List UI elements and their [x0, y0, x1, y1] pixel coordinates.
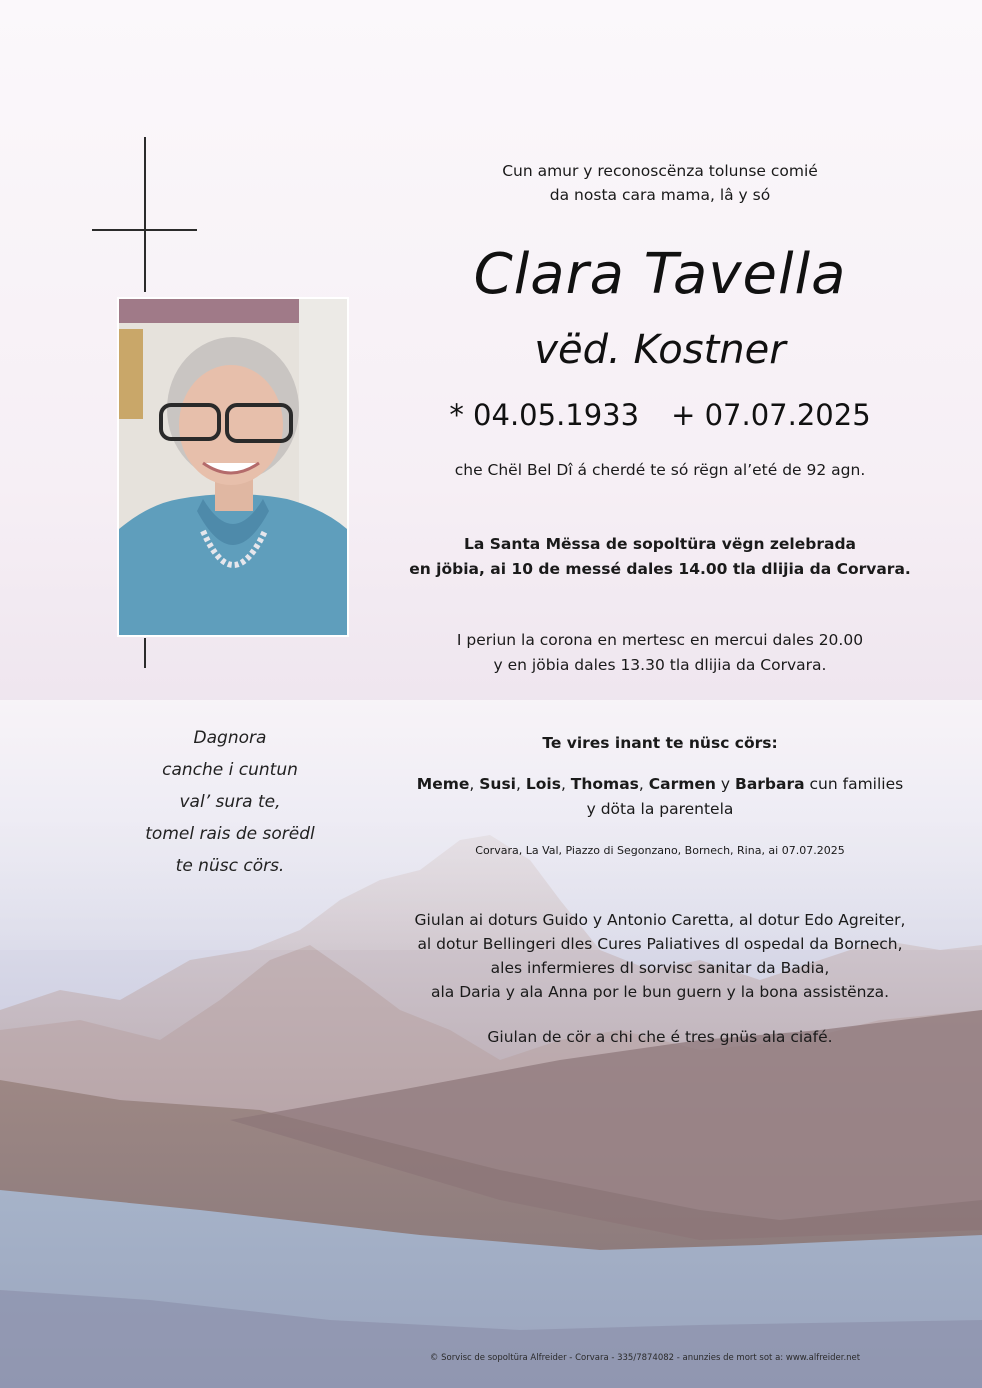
memorial-poem: [120, 722, 340, 882]
family-member: Meme: [416, 775, 470, 793]
birth-date: * 04.05.1933: [449, 398, 640, 432]
poem-line: canche i cuntun: [162, 760, 298, 780]
rosary-info: [380, 628, 940, 678]
mass-line-1: La Santa Mëssa de sopoltüra vëgn zelebrada: [463, 535, 857, 553]
family-rest: cun families: [809, 775, 904, 793]
family-conjunction: y: [720, 775, 731, 793]
final-thanks: Giulan de cör a chi che é tres gnüs ala ciafé.: [487, 1028, 833, 1046]
mass-line-2: en jöbia, ai 10 de messé dales 14.00 tla dlijia da Corvara.: [409, 560, 911, 578]
family-list: [380, 772, 940, 822]
family-member: Thomas: [570, 775, 639, 793]
family-member: Barbara: [735, 775, 805, 793]
family-member: Susi: [479, 775, 516, 793]
intro-text: [380, 159, 940, 207]
portrait-photo: [117, 297, 349, 637]
age-line: che Chël Bel Dî á cherdé te só rëgn al’eté de 92 agn.: [454, 461, 866, 479]
family-line-1: Meme, Susi, Lois, Thomas, Carmen y Barbara cun families: [416, 775, 904, 793]
intro-line-1: Cun amur y reconoscënza tolunse comié: [502, 162, 818, 180]
intro-line-2: da nosta cara mama, lâ y só: [549, 186, 771, 204]
poem-line: val’ sura te,: [179, 792, 281, 812]
family-member: Carmen: [648, 775, 716, 793]
poem-line: te nüsc cörs.: [175, 856, 285, 876]
wake-line-2: y en jöbia dales 13.30 tla dlijia da Corvara.: [493, 656, 827, 674]
thanks-line: ales infermieres dl sorvisc sanitar da Badia,: [490, 959, 830, 977]
life-dates: [380, 393, 940, 437]
cross-vertical-line: [144, 137, 146, 292]
death-date: + 07.07.2025: [671, 398, 871, 432]
missed-by-heading: Te vires inant te nüsc cörs:: [542, 734, 778, 752]
cross-horizontal-line: [92, 229, 197, 231]
thanks-line: al dotur Bellingeri dles Cures Paliatives dl ospedal da Bornech,: [417, 935, 903, 953]
footer-copyright: © Sorvisc de sopoltüra Alfreider - Corvara - 335/7874082 - anunzies de mort sot a: www.alfreider.net: [429, 1353, 861, 1363]
poem-line: Dagnora: [193, 728, 267, 748]
family-member: Lois: [525, 775, 561, 793]
thanks-line: Giulan ai doturs Guido y Antonio Caretta, al dotur Edo Agreiter,: [414, 911, 906, 929]
poem-line: tomel rais de sorëdl: [145, 824, 315, 844]
widow-name: vëd. Kostner: [534, 327, 786, 373]
cross-lower-line: [144, 638, 146, 668]
places-and-date: Corvara, La Val, Piazzo di Segonzano, Bornech, Rina, ai 07.07.2025: [475, 844, 845, 857]
deceased-name: Clara Tavella: [473, 242, 847, 307]
family-line-2: y döta la parentela: [586, 800, 734, 818]
funeral-mass-info: [380, 532, 940, 582]
thanks-line: ala Daria y ala Anna por le bun guern y la bona assistënza.: [430, 983, 890, 1001]
thanks-text: [380, 908, 940, 1004]
wake-line-1: I periun la corona en mertesc en mercui dales 20.00: [456, 631, 864, 649]
